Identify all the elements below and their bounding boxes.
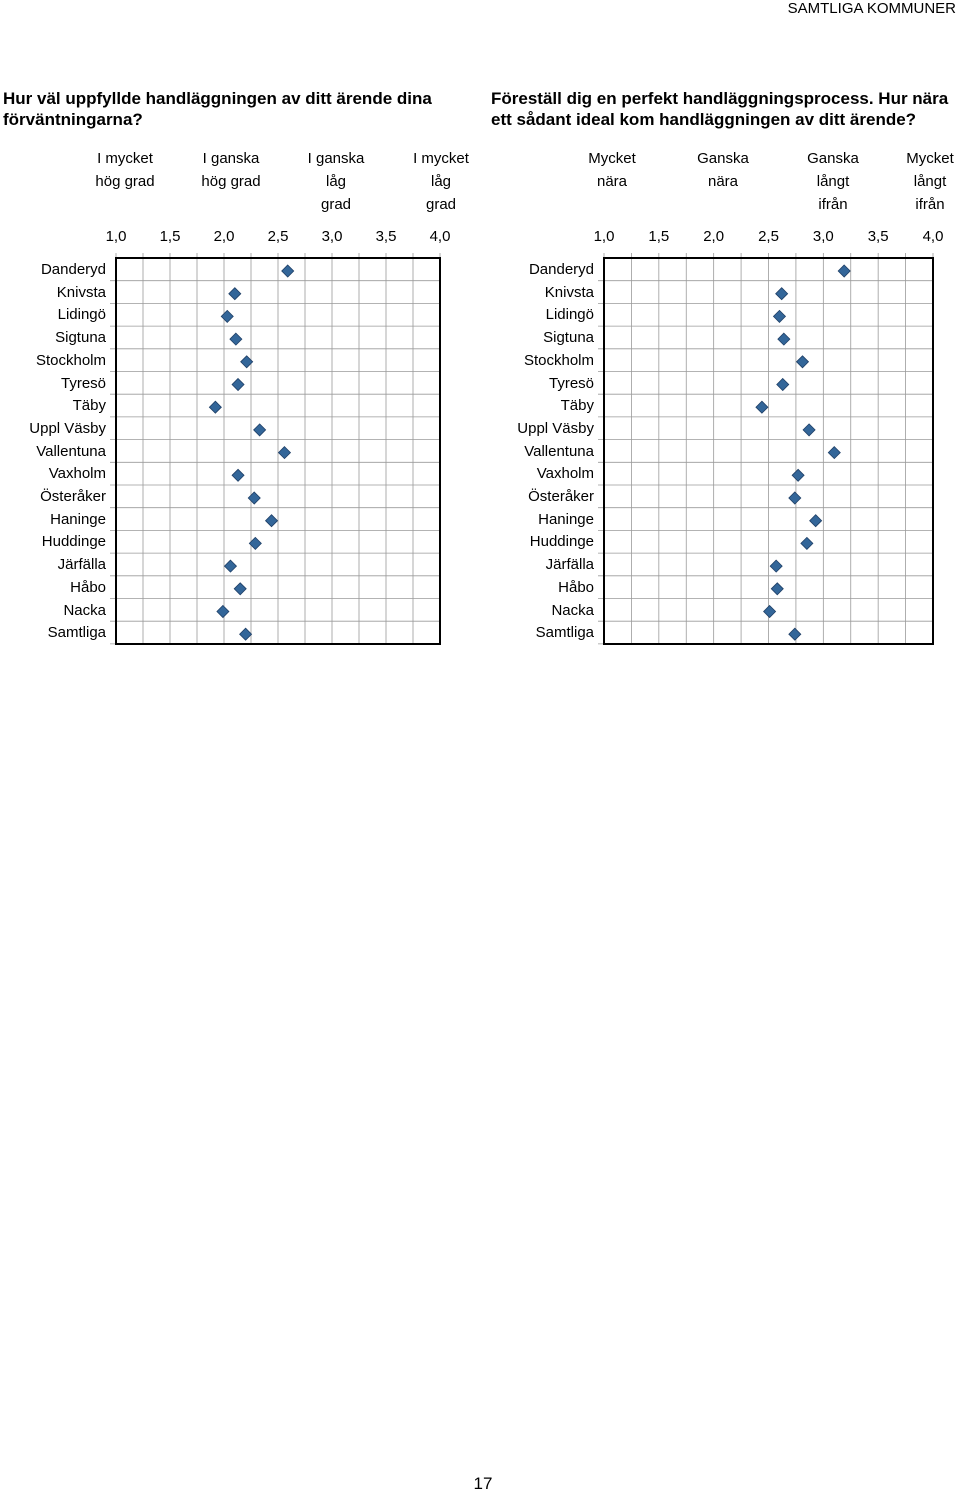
data-point-marker [278,447,290,459]
category-label: Sigtuna [543,329,594,347]
data-point-marker [234,583,246,595]
scale-label-line: ifrån [818,196,848,213]
data-point-marker [224,560,236,572]
data-point-marker [777,379,789,391]
category-label: Nacka [63,601,106,619]
data-point-marker [221,310,233,322]
category-label: Huddinge [529,533,594,551]
scale-label-line: grad [320,196,352,213]
category-label: Vallentuna [36,442,106,460]
category-label: Haninge [50,510,106,528]
category-label: Uppl Väsby [29,419,106,437]
category-label: Haninge [538,510,594,528]
data-point-marker [217,606,229,618]
scale-label-line: ifrån [915,196,945,213]
scale-label-line: I mycket [413,150,469,167]
category-label: Danderyd [40,261,106,278]
data-point-marker [232,469,244,481]
x-tick-label: 2,5 [267,228,289,245]
scale-label-line: långt [816,173,850,190]
data-point-marker [789,492,801,504]
scale-label-line: Mycket [588,150,636,167]
category-label: Vallentuna [524,442,594,460]
data-point-marker [209,401,221,413]
scale-label-line: långt [913,173,947,190]
data-point-marker [801,537,813,549]
header-label: SAMTLIGA KOMMUNER [787,0,956,17]
data-point-marker [240,628,252,640]
category-label: Tyresö [548,374,594,392]
data-point-marker [778,333,790,345]
x-tick-label: 2,0 [213,228,235,245]
category-label: Samtliga [535,624,594,642]
data-point-marker [764,606,776,618]
scale-label-line: I ganska [307,150,365,167]
category-label: Järfälla [545,556,594,574]
scale-label-line: nära [707,173,739,190]
x-tick-label: 3,5 [867,228,889,245]
category-label: Danderyd [528,261,594,278]
category-label: Lidingö [57,306,106,324]
x-tick-label: 3,0 [812,228,834,245]
x-tick-label: 1,0 [105,228,127,245]
scale-label-line: Ganska [697,150,749,167]
x-tick-label: 2,0 [703,228,725,245]
category-label: Nacka [551,601,594,619]
scale-label-line: hög grad [95,173,155,190]
x-tick-label: 1,5 [159,228,181,245]
x-tick-label: 3,5 [375,228,397,245]
data-point-marker [756,401,768,413]
category-label: Täby [72,397,106,415]
x-tick-label: 4,0 [922,228,944,245]
category-label: Tyresö [60,374,106,392]
category-label: Österåker [528,488,594,505]
category-label: Vaxholm [536,465,594,483]
data-point-marker [254,424,266,436]
data-point-marker [789,628,801,640]
category-label: Stockholm [523,351,594,369]
category-label: Håbo [70,578,106,596]
chart-2-question: Föreställ dig en perfekt handläggningsprocess. Hur nära ett sådant ideal kom handläggningen av ditt ärende? [491,89,949,129]
scale-label-line: I ganska [202,150,260,167]
x-tick-label: 3,0 [321,228,343,245]
scale-label-line: nära [596,173,628,190]
scale-label-line: låg [325,173,347,190]
category-label: Sigtuna [55,329,106,347]
data-point-marker [282,265,294,277]
data-point-marker [773,310,785,322]
scale-label-line: låg [430,173,452,190]
data-point-marker [810,515,822,527]
scale-label-line: grad [425,196,457,213]
category-label: Knivsta [544,283,594,301]
data-point-marker [266,515,278,527]
category-label: Samtliga [47,624,106,642]
scale-label-line: Mycket [906,150,954,167]
scale-label-line: hög grad [201,173,261,190]
x-tick-label: 2,5 [758,228,779,245]
category-label: Österåker [40,488,106,505]
category-label: Täby [560,397,594,415]
x-tick-label: 4,0 [429,228,451,245]
data-point-marker [828,447,840,459]
data-point-marker [776,288,788,300]
data-point-marker [770,560,782,572]
category-label: Järfälla [57,556,106,574]
page-number: 17 [473,1474,493,1493]
x-tick-label: 1,0 [593,228,615,245]
x-tick-label: 1,5 [648,228,670,245]
data-point-marker [803,424,815,436]
category-label: Håbo [558,578,594,596]
data-point-marker [838,265,850,277]
category-label: Uppl Väsby [517,419,594,437]
scale-label-line: I mycket [97,150,153,167]
data-point-marker [230,333,242,345]
data-point-marker [796,356,808,368]
data-point-marker [792,469,804,481]
charts-plot-area [0,0,960,660]
chart-1-question: Hur väl uppfyllde handläggningen av ditt ärende dina förväntningarna? [3,89,432,129]
data-point-marker [771,583,783,595]
data-point-marker [232,379,244,391]
data-point-marker [229,288,241,300]
category-label: Knivsta [56,283,106,301]
category-label: Lidingö [545,306,594,324]
category-label: Stockholm [35,351,106,369]
data-point-marker [248,492,260,504]
category-label: Huddinge [41,533,106,551]
scale-label-line: Ganska [807,150,859,167]
category-label: Vaxholm [48,465,106,483]
